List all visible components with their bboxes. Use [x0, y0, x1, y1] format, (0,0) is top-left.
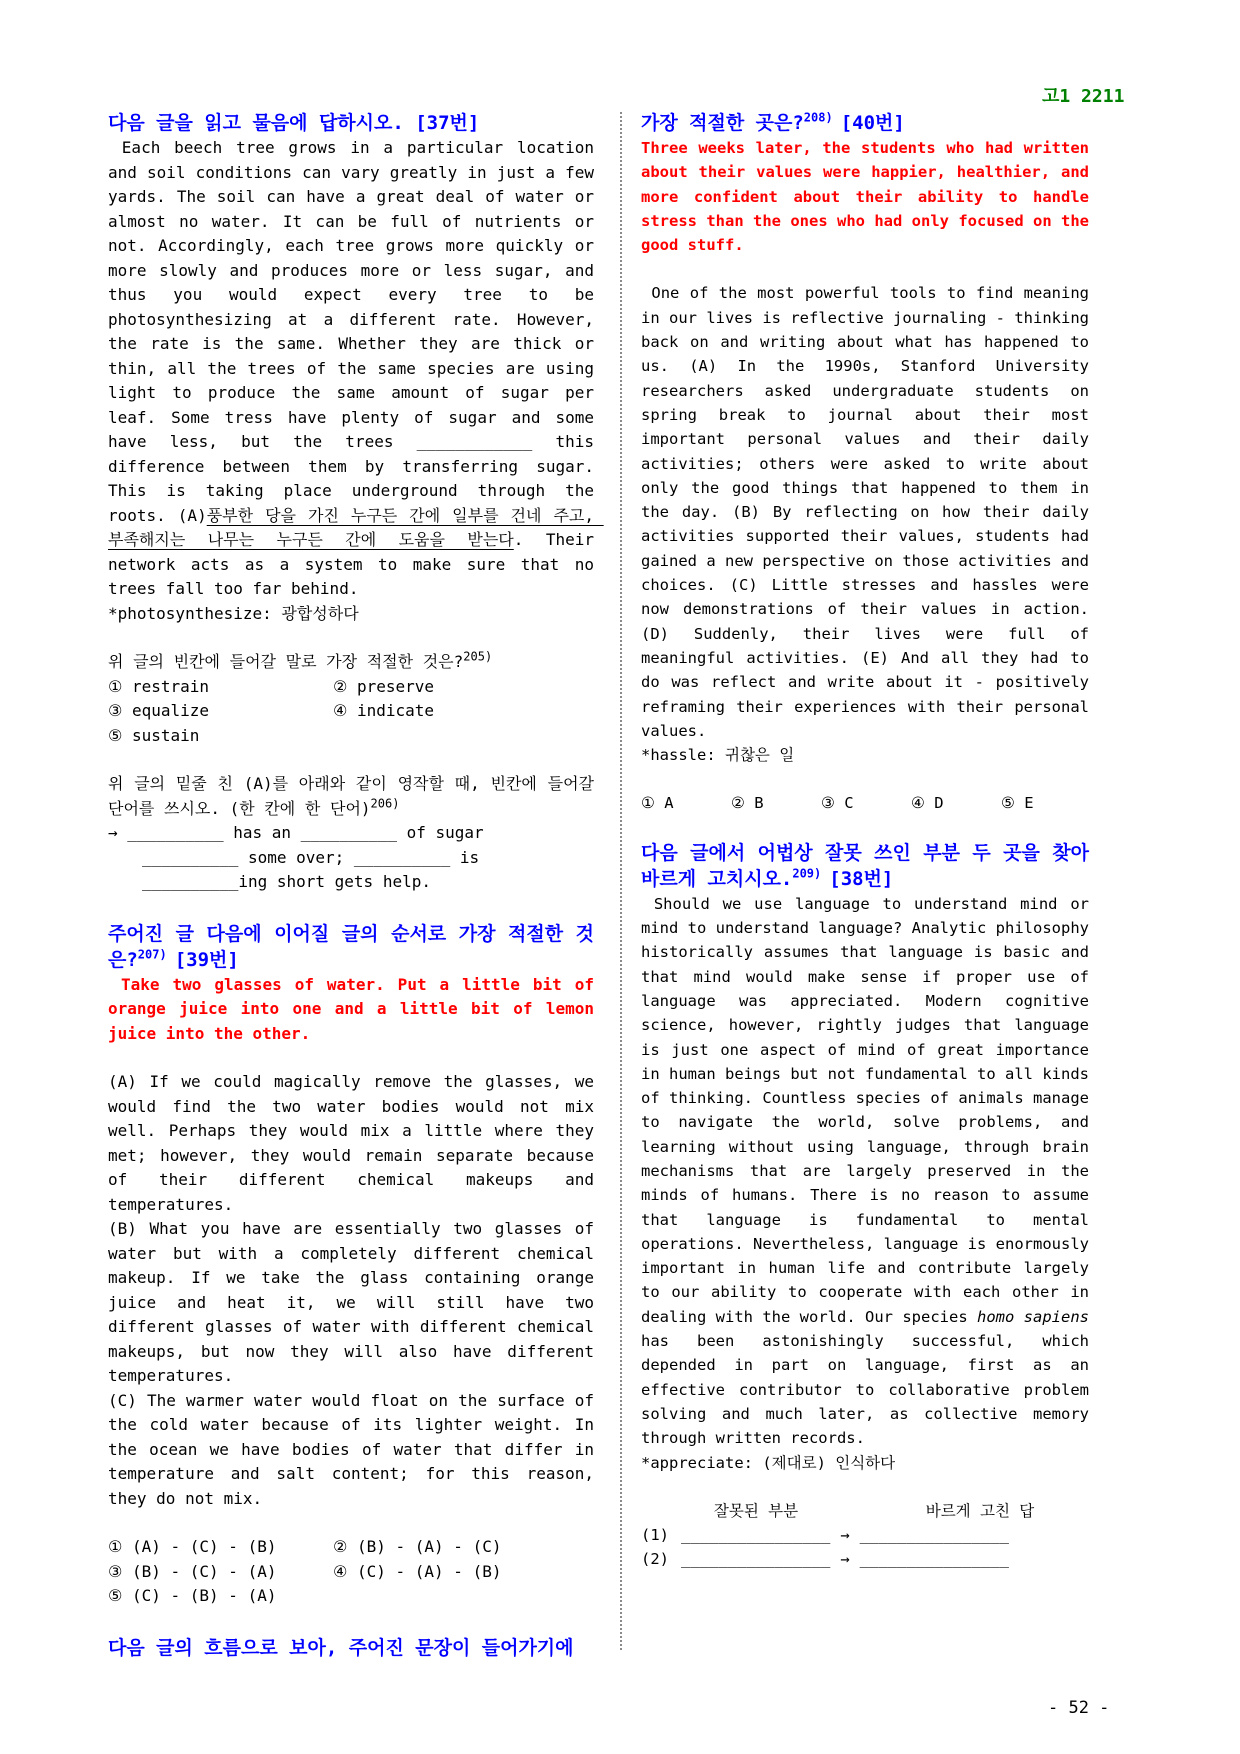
corrected-answer-blank: ________________ — [859, 1550, 1009, 1569]
option-2: ② B — [731, 794, 764, 813]
fill-in-line: __________ some over; __________ is — [142, 847, 480, 867]
vocabulary-footnote: *photosynthesize: 광합성하다 — [108, 603, 359, 623]
passage-text: has been astonishingly successful, which depended in part on language, first as an effective contributor to collaborative problem solving and much later, as collective memory through written records. — [641, 1307, 1099, 1448]
heading-text: 가장 적절한 곳은? — [641, 112, 804, 134]
answer-row-2 — [641, 1547, 1089, 1571]
arrow-icon: → — [840, 1526, 850, 1545]
passage-text: Each beech tree grows in a particular location and soil conditions can vary greatly in just a few yards. The soil can have a great deal of water or almost no water. It can be full of nutrients or not. Accordingly, each tree grows more quickly or more slowly and produces more or less sugar, and thus you would expect every tree to be photosynthesizing at a different rate. However, the rate is the same. Whether they are thick or thin, all the trees of the same species are using light to produce the same amount of sugar per leaf. Some tress have plenty of sugar and some have less, but the trees ____________ this difference between them by transferring sugar. This is taking place underground through the roots. (A) — [108, 138, 604, 525]
corrected-answer-blank: ________________ — [859, 1526, 1009, 1545]
prompt-text: 위 글의 밑줄 친 (A)를 아래와 같이 영작할 때, 빈칸에 들어갈 단어를 쓰시오. (한 칸에 한 단어) — [108, 774, 594, 818]
exam-code-label: 고1 2211 — [1042, 86, 1125, 107]
question-205-number: 205) — [463, 649, 493, 664]
question-209-number: 209) — [792, 866, 822, 881]
option-2: ② preserve — [333, 676, 435, 696]
option-3: ③ (B) - (C) - (A) — [108, 1561, 277, 1581]
fill-in-line: → __________ has an __________ of sugar — [108, 823, 484, 842]
fill-in-line: __________ing short gets help. — [142, 872, 431, 891]
corrected-answer-header: 바르게 고친 답 — [925, 1501, 1035, 1520]
question-39-given-text: Take two glasses of water. Put a little bit of orange juice into one and a little bit of lemon juice into the other. — [108, 974, 604, 1043]
question-206-number: 206) — [370, 796, 400, 811]
paragraph-C: (C) The warmer water would float on the surface of the cold water because of its lighter weight. In the ocean we have bodies of water that differ in temperature and salt content; for this reason, they do not mix. — [108, 1390, 604, 1508]
question-206-answer-blanks — [108, 821, 594, 895]
option-5: ⑤ sustain — [108, 725, 200, 745]
question-205-prompt — [108, 650, 594, 675]
page-number: - 52 - — [1048, 1698, 1110, 1718]
option-2: ② (B) - (A) - (C) — [333, 1537, 502, 1556]
species-name-italic: homo sapiens — [977, 1307, 1089, 1326]
option-1: ① (A) - (C) - (B) — [108, 1537, 277, 1556]
wrong-part-blank: ________________ — [681, 1526, 831, 1545]
question-40-options — [641, 791, 1089, 815]
underlined-korean-sentence: 풍부한 당을 가진 누구든 간에 일부를 건네 주고, 부족해지는 나무는 누구든 간에 도움을 받는다 — [108, 505, 604, 549]
question-38-passage — [641, 892, 1099, 1451]
question-39-heading — [108, 921, 594, 973]
question-205-options — [108, 675, 594, 749]
question-39-options — [108, 1535, 594, 1609]
question-37-passage — [108, 136, 604, 602]
question-37-heading: 다음 글을 읽고 물음에 답하시오. [37번] — [108, 112, 480, 134]
question-40-heading — [641, 110, 1089, 136]
column-divider — [620, 112, 622, 1650]
next-question-heading: 다음 글의 흐름으로 보아, 주어진 문장이 들어가기에 — [108, 1636, 574, 1659]
row-label: (2) — [641, 1550, 669, 1569]
answer-table-header — [641, 1499, 1089, 1523]
option-1: ① A — [641, 794, 674, 813]
passage-text: . Their network acts as a system to make sure that no trees fall too far behind. — [108, 530, 604, 598]
question-40-given-text: Three weeks later, the students who had written about their values were happier, healthier, and more confident about their ability to handle stress than the ones who had only focused on the good stuff. — [641, 139, 1099, 255]
passage-text: Should we use language to understand mind or mind to understand language? Analytic philosophy historically assumes that language is basic and that mind would make sense if proper use of language was appreciated. Modern cognitive science, however, rightly judges that language is just one aspect of mind of great importance in human beings but not fundamental to all kinds of thinking. Countless species of animals manage to navigate the world, solve problems, and learning without using language, through brain mechanisms that are largely preserved in the minds of humans. There is no reason to assume that language is fundamental to mental operations. Nevertheless, language is enormously important in human life and contribute largely to our ability to cooperate with each other in dealing with the world. Our species — [641, 894, 1099, 1326]
question-208-number: 208) — [803, 110, 833, 125]
question-207-number: 207) — [137, 947, 167, 962]
option-3: ③ C — [821, 794, 854, 813]
question-40-tag: [40번] — [840, 112, 905, 134]
question-40-passage: One of the most powerful tools to find meaning in our lives is reflective journaling - thinking back on and writing about what has happened to us. (A) In the 1990s, Stanford University researchers asked undergraduate students on spring break to journal about their most important personal values and their daily activities; others were asked to write about only the good things that happened to them in the day. (B) By reflecting on how their daily activities supported their values, students had gained a new perspective on those activities and choices. (C) Little stresses and hassles were now demonstrations of their values in action. (D) Suddenly, their lives were full of meaningful activities. (E) And all they had to do was reflect and write about it - positively reframing their experiences with their personal values. — [641, 284, 1099, 740]
right-column — [641, 110, 1099, 1572]
option-1: ① restrain — [108, 676, 210, 696]
option-4: ④ (C) - (A) - (B) — [333, 1561, 502, 1581]
paragraph-B: (B) What you have are essentially two glasses of water but with a completely different chemical makeup. If we take the glass containing orange juice and heat it, we will still have two different glasses of water with different chemical makeups, but now they will also have different temperatures. — [108, 1219, 604, 1385]
question-38-heading — [641, 840, 1089, 892]
option-5: ⑤ E — [1001, 794, 1034, 813]
question-206-prompt — [108, 772, 594, 821]
arrow-icon: → — [840, 1550, 850, 1569]
option-4: ④ indicate — [333, 701, 435, 720]
wrong-part-header: 잘못된 부분 — [713, 1501, 799, 1520]
heading-text: 다음 글에서 어법상 잘못 쓰인 부분 두 곳을 찾아 바르게 고치시오. — [641, 841, 1089, 890]
question-38-tag: [38번] — [829, 867, 894, 890]
vocabulary-footnote: *hassle: 귀찮은 일 — [641, 746, 795, 765]
option-5: ⑤ (C) - (B) - (A) — [108, 1586, 277, 1605]
wrong-part-blank: ________________ — [681, 1550, 831, 1569]
option-4: ④ D — [911, 794, 944, 813]
question-39-tag: [39번] — [174, 948, 239, 971]
vocabulary-footnote: *appreciate: (제대로) 인식하다 — [641, 1453, 896, 1472]
paragraph-A: (A) If we could magically remove the glasses, we would find the two water bodies would not mix well. Perhaps they would mix a little where they met; however, they would remain separate because of their different chemical makeups and temperatures. — [108, 1072, 604, 1214]
heading-text: 주어진 글 다음에 이어질 글의 순서로 가장 적절한 것은? — [108, 922, 594, 971]
option-3: ③ equalize — [108, 701, 210, 720]
prompt-text: 위 글의 빈칸에 들어갈 말로 가장 적절한 것은? — [108, 652, 464, 671]
row-label: (1) — [641, 1526, 669, 1545]
answer-row-1 — [641, 1523, 1089, 1547]
left-column — [108, 110, 604, 1661]
